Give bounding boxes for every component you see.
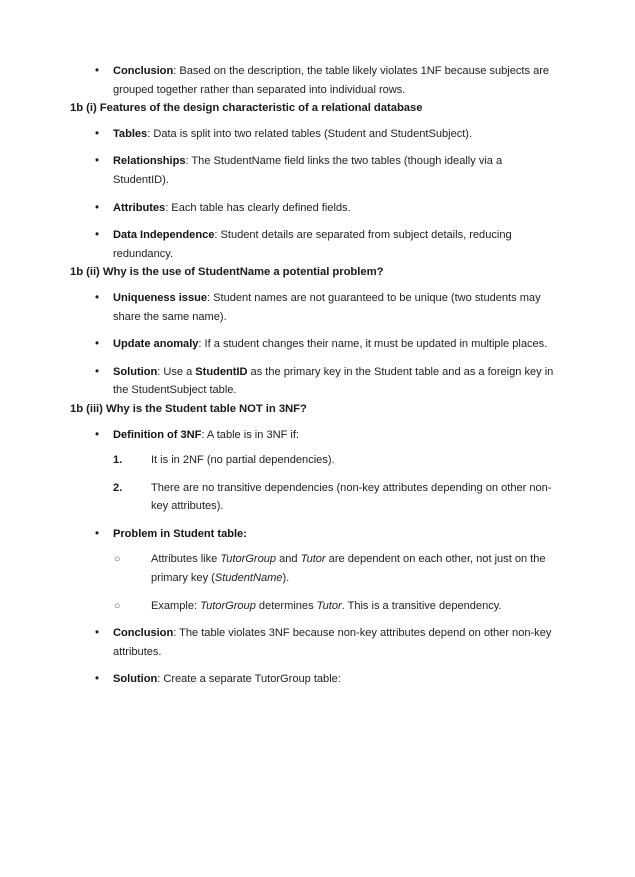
list-item-text <box>113 125 557 144</box>
list-item-definition-of-3nf <box>70 426 565 516</box>
text-run-normal: There are no transitive dependencies (non-key attributes depending on other non-key attributes). <box>151 481 552 513</box>
text-run-normal: Example: <box>151 599 201 612</box>
text-run-italic: TutorGroup <box>200 599 256 612</box>
studentname-problem-bullet-list <box>70 289 565 400</box>
bullet-marker-icon: • <box>95 428 100 441</box>
list-item-conclusion-1nf <box>70 62 565 99</box>
text-run-normal: : Create a separate TutorGroup table: <box>157 673 341 686</box>
text-run-normal: determines <box>255 599 317 612</box>
list-item-text <box>113 624 557 661</box>
list-item-text <box>113 670 557 689</box>
text-run-bold: Definition of 3NF <box>113 428 202 441</box>
text-run-bold: Solution <box>113 365 158 378</box>
problem-student-table-circle-sublist <box>113 550 565 615</box>
bullet-marker-icon: • <box>95 201 100 214</box>
text-run-italic: Tutor <box>316 599 342 612</box>
text-run-bold: Relationships <box>113 155 186 168</box>
list-item-text <box>151 550 565 587</box>
text-run-normal: : The StudentName field links the two tables (though ideally via a StudentID). <box>113 155 503 186</box>
document-body <box>70 62 565 689</box>
definition-3nf-numbered-sublist <box>113 451 565 516</box>
text-run-normal: : Student details are separated from subject details, reducing redundancy. <box>113 229 512 260</box>
text-run-bold: Tables <box>113 127 148 140</box>
third-normal-form-bullet-list-block <box>70 426 565 690</box>
heading-1b-i: 1b (i) Features of the design characteristic of a relational database <box>70 102 423 115</box>
heading-1b-ii: 1b (ii) Why is the use of StudentName a potential problem? <box>70 266 384 279</box>
studentname-problem-bullet-list-block <box>70 289 565 400</box>
intro-bullet-list <box>70 62 565 99</box>
bullet-marker-icon: • <box>95 338 100 351</box>
text-run-bold: Data Independence <box>113 229 215 242</box>
list-marker: ○ <box>114 599 121 612</box>
text-run-normal: and <box>276 553 301 566</box>
heading-1b-iii-block <box>70 400 565 419</box>
list-item-solution-tutorgroup <box>70 670 565 689</box>
sub-item-transitive <box>113 479 565 516</box>
list-item-uniqueness-issue <box>70 289 565 326</box>
heading-1b-ii-block <box>70 263 565 282</box>
heading-1b-i-block <box>70 99 565 118</box>
list-item-text <box>113 152 557 189</box>
list-item-text <box>113 335 557 354</box>
list-item-conclusion-3nf <box>70 624 565 661</box>
bullet-marker-icon: • <box>95 155 100 168</box>
list-item-text <box>113 199 557 218</box>
intro-bullet-list-block <box>70 62 565 99</box>
text-run-normal: It is in 2NF (no partial dependencies). <box>151 454 335 467</box>
list-item-solution-studentid <box>70 363 565 400</box>
text-run-normal: are dependent on each other, not just on the primary key ( <box>151 553 546 585</box>
list-item-relationships <box>70 152 565 189</box>
text-run-bold: Solution <box>113 673 158 686</box>
text-run-normal: : If a student changes their name, it must be updated in multiple places. <box>198 338 548 351</box>
text-run-bold: Problem in Student table: <box>113 527 247 540</box>
list-marker: 1. <box>113 454 123 467</box>
text-run-normal: as the primary key in the Student table and as a foreign key in the StudentSubject table. <box>113 365 554 397</box>
sub-item-attributes-dependent <box>113 550 565 587</box>
list-item-text <box>113 426 557 445</box>
features-bullet-list <box>70 125 565 264</box>
bullet-marker-icon: • <box>95 229 100 242</box>
third-normal-form-bullet-list <box>70 426 565 690</box>
text-run-normal: ). <box>282 572 290 585</box>
list-item-data-independence <box>70 226 565 263</box>
bullet-marker-icon: • <box>95 127 100 140</box>
list-item-text <box>151 597 565 616</box>
list-item-text <box>113 289 557 326</box>
bullet-marker-icon: • <box>95 527 100 540</box>
list-marker: ○ <box>114 553 121 566</box>
text-run-normal: . This is a transitive dependency. <box>341 599 502 612</box>
sub-item-example-transitive <box>113 597 565 616</box>
text-run-normal: : Student names are not guaranteed to be unique (two students may share the same name). <box>113 291 541 323</box>
text-run-normal: : Each table has clearly defined fields. <box>165 201 351 214</box>
sub-item-2nf <box>113 451 565 470</box>
text-run-italic: TutorGroup <box>220 553 277 566</box>
list-item-text <box>113 226 557 263</box>
text-run-normal: : Data is split into two related tables (Student and StudentSubject). <box>147 127 473 140</box>
bullet-marker-icon: • <box>95 65 100 77</box>
list-marker: 2. <box>113 481 123 494</box>
bullet-marker-icon: • <box>95 291 100 304</box>
text-run-normal: : Use a <box>157 365 196 378</box>
text-run-bold: Uniqueness issue <box>113 291 208 304</box>
bullet-marker-icon: • <box>95 627 100 640</box>
text-run-bold: Attributes <box>113 201 166 214</box>
list-item-text <box>151 451 565 470</box>
text-run-bold: Update anomaly <box>113 338 199 351</box>
list-item-text <box>113 363 557 400</box>
text-run-normal: : Based on the description, the table likely violates 1NF because subjects are grouped together rather than separated into individual rows. <box>113 65 550 96</box>
list-item-tables <box>70 125 565 144</box>
features-bullet-list-block <box>70 125 565 264</box>
list-item-text <box>151 479 565 516</box>
bullet-marker-icon: • <box>95 365 100 378</box>
heading-1b-iii: 1b (iii) Why is the Student table NOT in 3NF? <box>70 402 307 415</box>
text-run-bold: StudentID <box>195 365 248 378</box>
bullet-marker-icon: • <box>95 673 100 686</box>
list-item-attributes <box>70 199 565 218</box>
text-run-bold: Conclusion <box>113 627 174 640</box>
list-item-problem-in-student-table <box>70 525 565 615</box>
list-item-text <box>113 525 557 544</box>
text-run-italic: Tutor <box>300 553 326 566</box>
list-item-update-anomaly <box>70 335 565 354</box>
text-run-normal: : The table violates 3NF because non-key attributes depend on other non-key attributes. <box>113 627 552 658</box>
text-run-bold: Conclusion <box>113 65 174 77</box>
text-run-normal: : A table is in 3NF if: <box>201 428 299 441</box>
list-item-text <box>113 62 557 99</box>
text-run-normal: Attributes like <box>151 553 221 566</box>
text-run-italic: StudentName <box>214 572 283 585</box>
